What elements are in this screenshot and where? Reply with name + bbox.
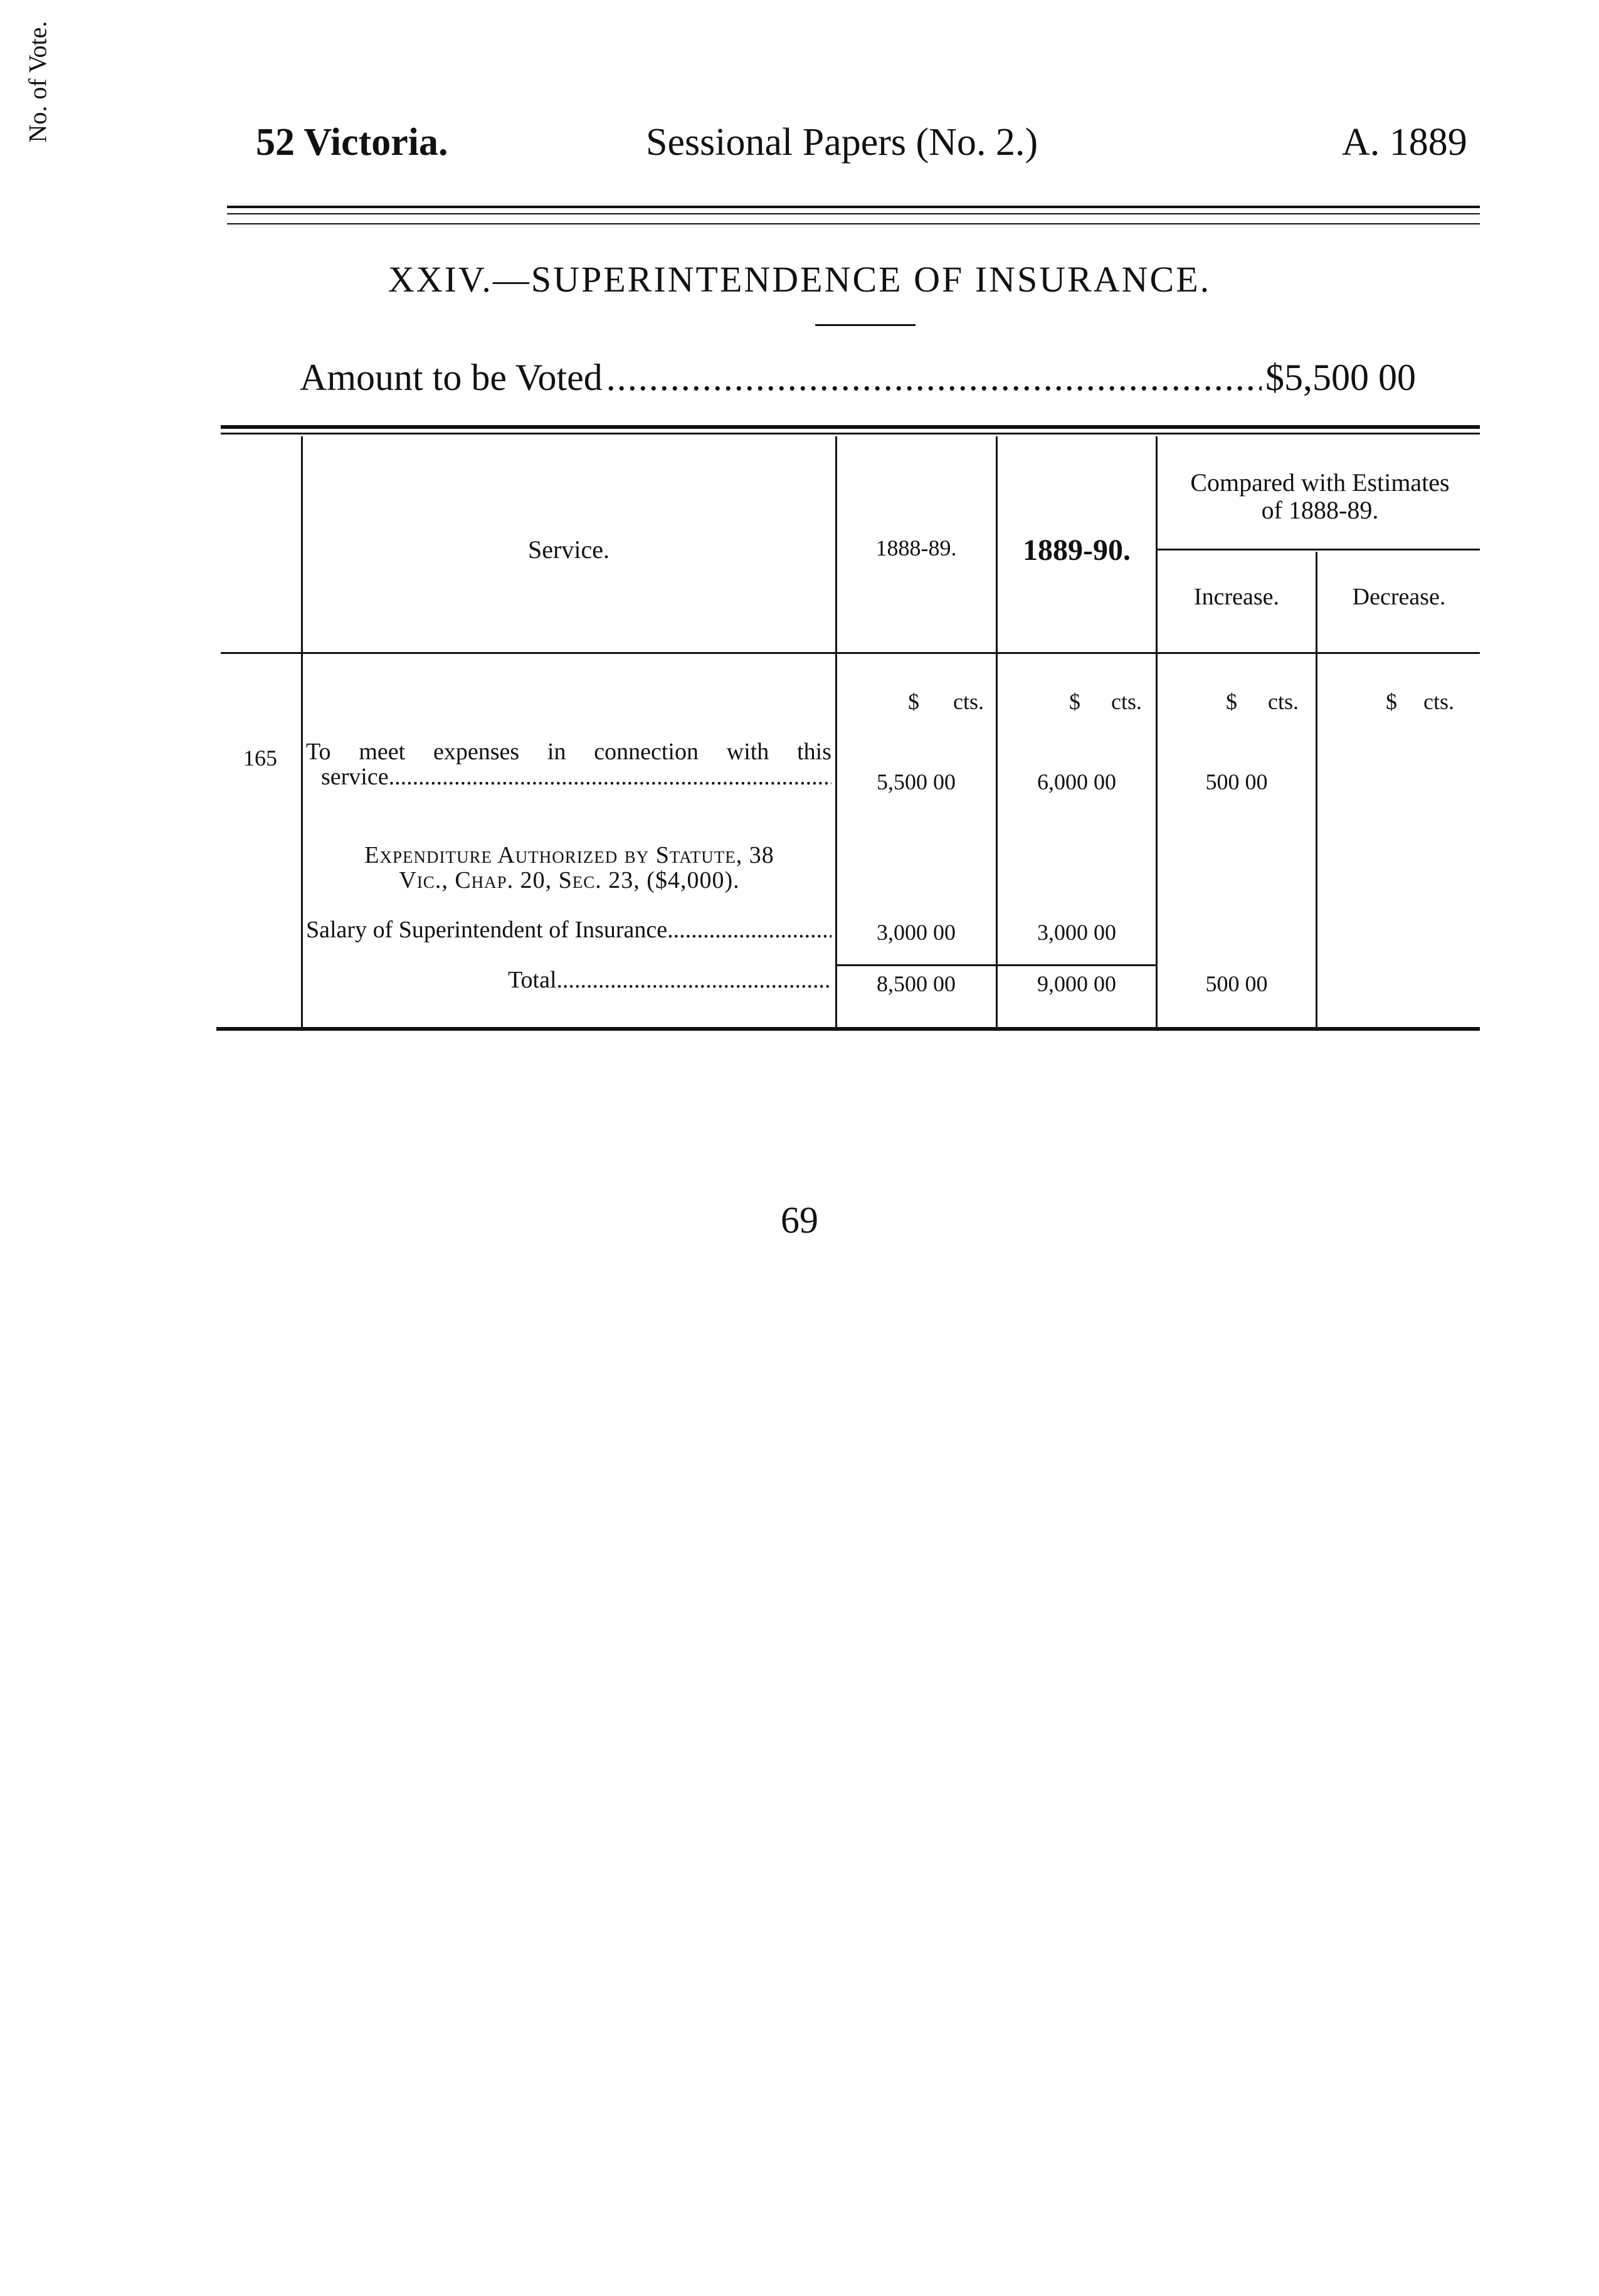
unit-cents: cts. — [1111, 689, 1142, 714]
amount-1888-89: 5,500 00 — [877, 769, 956, 794]
total-increase: 500 00 — [1205, 971, 1268, 996]
unit-dollar: $ — [1386, 689, 1397, 714]
amount-value: $5,500 00 — [1265, 357, 1416, 398]
unit-cents: cts. — [953, 689, 984, 714]
service-line: service ..... — [306, 765, 831, 790]
header-increase: Increase. — [1193, 584, 1280, 610]
total-1889-90: 9,000 00 — [1037, 971, 1116, 996]
unit-cents: cts. — [1268, 689, 1299, 714]
compared-subheader-rule — [1156, 549, 1480, 550]
unit-cents: cts. — [1423, 689, 1454, 714]
running-header-left: 52 Victoria. — [256, 121, 448, 164]
header-rule — [227, 213, 1480, 214]
total-label: Total ..... — [508, 968, 831, 993]
service-description — [306, 740, 831, 790]
page-number: 69 — [781, 1199, 818, 1241]
total-1888-89: 8,500 00 — [877, 971, 956, 996]
column-divider — [1156, 436, 1158, 1027]
header-decrease: Decrease. — [1352, 584, 1446, 610]
table-top-rule — [221, 433, 1480, 434]
title-underline — [815, 324, 916, 326]
service-line: To meet expenses in connection with this — [306, 739, 831, 765]
column-divider — [996, 436, 998, 1027]
vote-number: 165 — [243, 745, 277, 771]
header-rule — [227, 206, 1480, 208]
amount-increase: 500 00 — [1205, 769, 1268, 794]
salary-1889-90: 3,000 00 — [1037, 920, 1116, 945]
amount-1889-90: 6,000 00 — [1037, 769, 1116, 794]
section-title: XXIV.—SUPERINTENDENCE OF INSURANCE. — [388, 259, 1211, 300]
column-divider — [301, 436, 303, 1027]
table-bottom-rule — [216, 1027, 1480, 1031]
leader-dots — [606, 356, 1262, 399]
header-compared-with-estimates: Compared with Estimates of 1888-89. — [1190, 468, 1450, 524]
salary-1888-89: 3,000 00 — [877, 920, 956, 945]
running-header-center: Sessional Papers (No. 2.) — [646, 121, 1038, 164]
unit-dollar: $ — [1069, 689, 1080, 714]
header-rule — [227, 223, 1480, 224]
header-year-1889-90: 1889-90. — [1023, 534, 1131, 567]
amount-label: Amount to be Voted — [300, 357, 603, 398]
header-service: Service. — [528, 535, 610, 564]
table-top-rule — [221, 425, 1480, 429]
total-rule — [835, 964, 1156, 966]
column-divider — [835, 436, 837, 1027]
salary-service: Salary of Superintendent of Insurance ..... — [306, 918, 831, 943]
header-year-1888-89: 1888-89. — [875, 535, 957, 561]
running-header-right: A. 1889 — [1342, 121, 1467, 164]
header-bottom-rule — [221, 652, 1480, 654]
header-vote-number: No. of Vote. — [23, 20, 52, 143]
column-divider — [1316, 552, 1317, 1027]
unit-dollar: $ — [908, 689, 919, 714]
statutory-heading: Expenditure Authorized by Statute, 38 Vic., Chap. 20, Sec. 23, ($4,000). — [364, 842, 774, 893]
amount-to-be-voted — [300, 356, 1416, 399]
unit-dollar: $ — [1226, 689, 1237, 714]
